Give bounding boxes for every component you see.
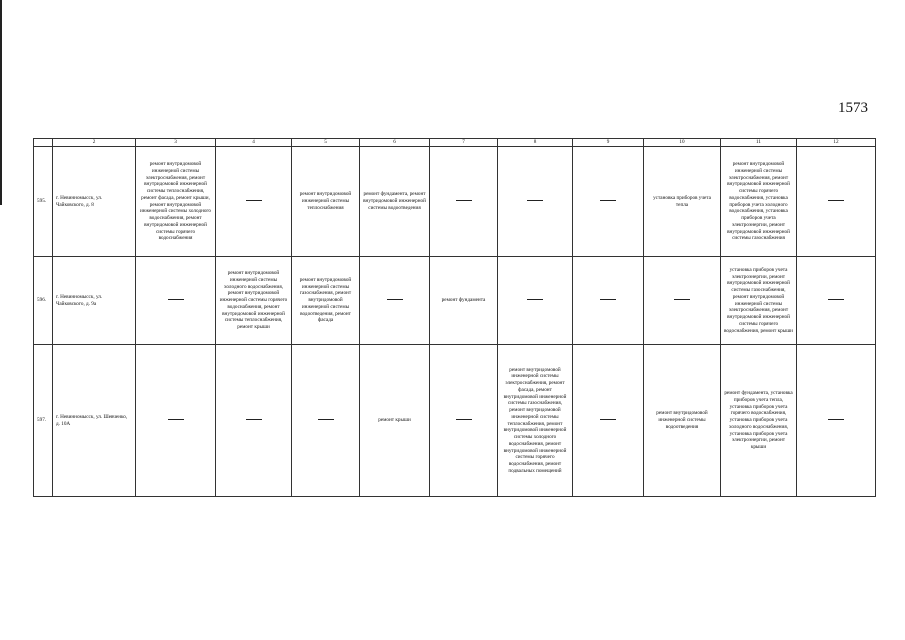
col-header-2: 2	[53, 139, 136, 147]
dash-cell	[430, 147, 498, 257]
dash-cell	[573, 257, 644, 345]
dash-cell	[573, 147, 644, 257]
col-header-4: 4	[216, 139, 292, 147]
dash-cell	[136, 257, 216, 345]
col-header-12: 12	[797, 139, 876, 147]
dash-mark	[828, 299, 844, 300]
dash-mark	[600, 200, 616, 201]
col-header-8: 8	[498, 139, 573, 147]
dash-mark	[318, 419, 334, 420]
col-header-6: 6	[360, 139, 430, 147]
dash-mark	[674, 299, 690, 300]
dash-cell	[797, 257, 876, 345]
col-header-5: 5	[292, 139, 360, 147]
cell-col10: установка приборов учета тепла	[644, 147, 721, 257]
dash-cell	[498, 257, 573, 345]
cell-col11: ремонт фундамента, установка приборов учета тепла, установка приборов учета горячего водоснабжения, установка приборов учета холодного водоснабжения, установка приборов учета электроэнергии, ремонт крыши	[721, 345, 797, 497]
row-address: г. Невинномысск, ул. Чайковского, д. 9а	[53, 257, 136, 345]
cell-col6: ремонт фундамента, ремонт внутридомовой инженерной системы водоотведения	[360, 147, 430, 257]
dash-mark	[527, 200, 543, 201]
dash-cell	[797, 147, 876, 257]
table-row-595	[34, 147, 876, 257]
dash-mark	[168, 419, 184, 420]
col-header-1	[34, 139, 53, 147]
cell-col11: ремонт внутридомовой инженерной системы электроснабжения, ремонт внутридомовой инженерной системы горячего водоснабжения, установка приборов учета холодного водоснабжения, установка приборов учета электроэнергии, ремонт внутридомовой инженерной системы газоснабжения	[721, 147, 797, 257]
row-address: г. Невинномысск, ул. Шевченко, д. 10А	[53, 345, 136, 497]
dash-mark	[246, 419, 262, 420]
row-number: 597.	[34, 345, 53, 497]
dash-mark	[246, 200, 262, 201]
repair-schedule-table	[33, 138, 876, 497]
cell-col11: установка приборов учета электроэнергии, ремонт внутридомовой инженерной системы газоснабжения, ремонт внутридомовой инженерной системы электроснабжения, ремонт внутридомовой инженерной системы горячего водоснабжения, ремонт крыши	[721, 257, 797, 345]
dash-cell	[292, 345, 360, 497]
dash-mark	[527, 299, 543, 300]
cell-col5: ремонт внутридомовой инженерной системы теплоснабжения	[292, 147, 360, 257]
cell-col7: ремонт фундамента	[430, 257, 498, 345]
cell-col10: ремонт внутридомовой инженерной системы водоотведения	[644, 345, 721, 497]
dash-cell	[644, 257, 721, 345]
dash-mark	[387, 299, 403, 300]
dash-mark	[600, 299, 616, 300]
dash-mark	[456, 200, 472, 201]
dash-mark	[828, 200, 844, 201]
row-number: 596.	[34, 257, 53, 345]
dash-mark	[600, 419, 616, 420]
col-header-9: 9	[573, 139, 644, 147]
scan-left-edge-line	[0, 0, 2, 205]
dash-mark	[828, 419, 844, 420]
dash-mark	[168, 299, 184, 300]
table-row-597	[34, 345, 876, 497]
page-number: 1573	[838, 100, 868, 116]
header-row	[34, 139, 876, 147]
dash-cell	[136, 345, 216, 497]
row-number: 595.	[34, 147, 53, 257]
cell-col4: ремонт внутридомовой инженерной системы холодного водоснабжения, ремонт внутридомовой инженерной системы горячего водоснабжения, ремонт внутридомовой инженерной системы теплоснабжения, ремонт крыши	[216, 257, 292, 345]
dash-cell	[216, 147, 292, 257]
col-header-3: 3	[136, 139, 216, 147]
cell-col8: ремонт внутридомовой инженерной системы электроснабжения, ремонт фасада, ремонт внутридомовой инженерной системы газоснабжения, ремонт внутридомовой инженерной системы теплоснабжения, ремонт внутридомовой инженерной системы холодного водоснабжения, ремонт внутридомовой инженерной системы горячего водоснабжения, ремонт подвальных помещений	[498, 345, 573, 497]
dash-cell	[216, 345, 292, 497]
dash-cell	[430, 345, 498, 497]
dash-mark	[456, 419, 472, 420]
col-header-10: 10	[644, 139, 721, 147]
col-header-11: 11	[721, 139, 797, 147]
table-row-596	[34, 257, 876, 345]
cell-col6: ремонт крыши	[360, 345, 430, 497]
dash-cell	[360, 257, 430, 345]
row-address: г. Невинномысск, ул. Чайковского, д. 8	[53, 147, 136, 257]
col-header-7: 7	[430, 139, 498, 147]
dash-cell	[797, 345, 876, 497]
cell-col3: ремонт внутридомовой инженерной системы электроснабжения, ремонт внутридомовой инженерной системы теплоснабжения, ремонт фасада, ремонт крыши, ремонт внутридомовой инженерной системы холодного водоснабжения, ремонт внутридомовой инженерной системы горячего водоснабжения	[136, 147, 216, 257]
dash-cell	[573, 345, 644, 497]
dash-cell	[498, 147, 573, 257]
cell-col5: ремонт внутридомовой инженерной системы газоснабжения, ремонт внутридомовой инженерной системы водоотведения, ремонт фасада	[292, 257, 360, 345]
